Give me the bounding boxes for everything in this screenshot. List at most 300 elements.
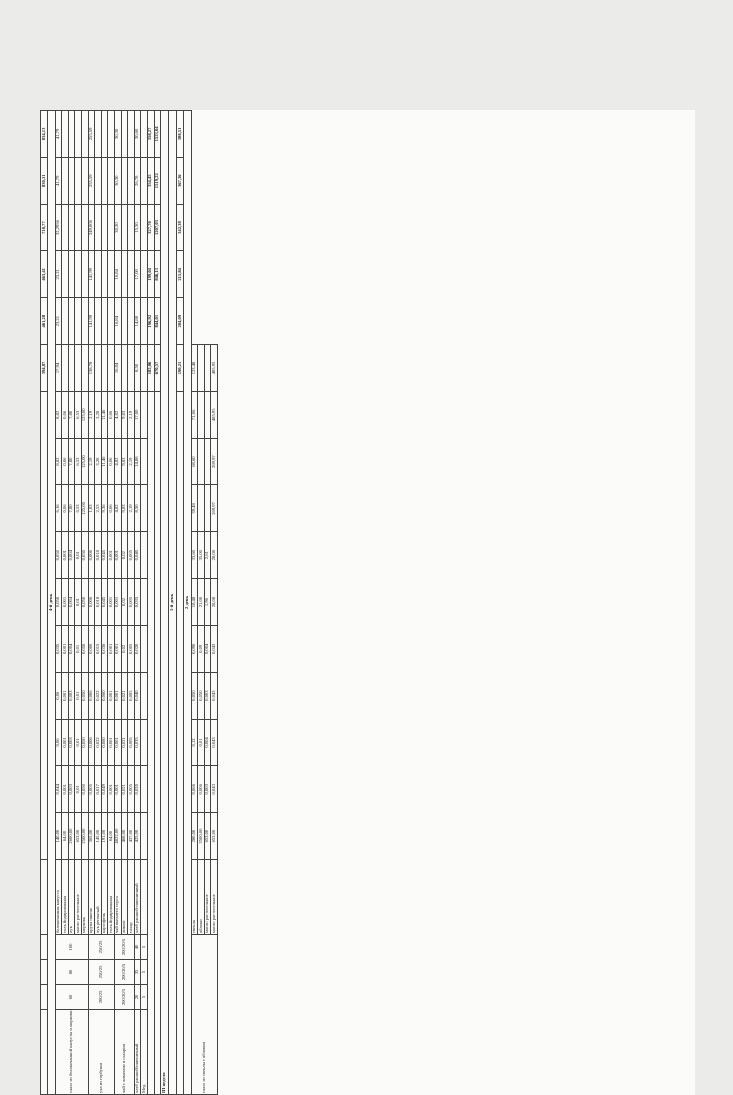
- value-cell: 0,003: [204, 672, 211, 719]
- value-cell: 8,50: [134, 485, 141, 532]
- value-cell: 9,83: [121, 438, 128, 485]
- value-cell: 0,021: [121, 672, 128, 719]
- value-cell: 0,12: [191, 719, 198, 766]
- menu-cost-table: [40, 110, 218, 1095]
- value-cell: [108, 298, 115, 345]
- value-cell: [204, 345, 211, 392]
- value-cell: 30,30: [114, 157, 121, 204]
- value-cell: [141, 485, 148, 532]
- value-cell: [108, 157, 115, 204]
- value-cell: 0,006: [88, 579, 95, 626]
- dish-name: уха из горбуши: [88, 1010, 114, 1095]
- value-cell: 64,00: [62, 813, 69, 860]
- value-cell: [95, 345, 102, 392]
- value-cell: [75, 157, 82, 204]
- value-cell: [62, 251, 69, 298]
- value-cell: 0,001: [114, 625, 121, 672]
- value-cell: 7,80: [68, 485, 75, 532]
- value-cell: 23,21: [55, 251, 62, 298]
- value-cell: [101, 345, 108, 392]
- value-cell: 191,00: [101, 813, 108, 860]
- portion-size: 250/25: [88, 960, 114, 985]
- value-cell: 0,050: [81, 532, 88, 579]
- value-cell: 269,97: [211, 485, 218, 532]
- value-cell: 0,043: [211, 766, 218, 813]
- value-cell: [141, 111, 148, 158]
- value-cell: [121, 251, 128, 298]
- value-cell: 0,005: [128, 719, 135, 766]
- value-cell: 0,043: [211, 719, 218, 766]
- value-cell: 0,06: [62, 485, 69, 532]
- portion-size: 200/25: [88, 985, 114, 1010]
- value-cell: 141,99: [88, 251, 95, 298]
- day-header-row: [183, 111, 191, 1095]
- value-cell: 64,00: [108, 813, 115, 860]
- value-cell: 0,005: [128, 579, 135, 626]
- ingredient-name: соль йодированная: [108, 860, 115, 935]
- value-cell: [141, 157, 148, 204]
- value-cell: 249,806: [88, 204, 95, 251]
- total-value: 354,45: [147, 157, 154, 204]
- value-cell: [141, 719, 148, 766]
- value-cell: [68, 345, 75, 392]
- value-cell: 2,61: [204, 532, 211, 579]
- value-cell: 0,01: [198, 719, 205, 766]
- value-cell: 0,001: [114, 532, 121, 579]
- value-cell: 0,01: [75, 672, 82, 719]
- value-cell: 0,001: [108, 579, 115, 626]
- value-cell: 0,01: [75, 625, 82, 672]
- value-cell: 0,001: [62, 532, 69, 579]
- total-value: 367,36: [177, 157, 184, 204]
- portion-size: 200/20/5: [114, 935, 134, 960]
- value-cell: 8,82: [55, 438, 62, 485]
- value-cell: 23,21: [55, 298, 62, 345]
- value-cell: 4,82: [114, 391, 121, 438]
- value-cell: 0,005: [128, 766, 135, 813]
- value-cell: 0,02: [121, 579, 128, 626]
- value-cell: [198, 438, 205, 485]
- value-cell: 14,88: [134, 438, 141, 485]
- value-cell: 0,004: [204, 719, 211, 766]
- day-label: 4-й день: [47, 111, 55, 1095]
- value-cell: 30,30: [114, 111, 121, 158]
- value-cell: 0,045: [101, 579, 108, 626]
- value-cell: 4,82: [114, 438, 121, 485]
- value-cell: [128, 251, 135, 298]
- value-cell: 2,19: [128, 391, 135, 438]
- value-cell: 17,00: [134, 391, 141, 438]
- value-cell: 0,035: [55, 625, 62, 672]
- value-cell: [108, 111, 115, 158]
- top-total-value: 394,87: [41, 345, 48, 392]
- total-value: 844,01: [154, 298, 161, 345]
- value-cell: 0,050: [55, 579, 62, 626]
- value-cell: 0,050: [191, 672, 198, 719]
- value-cell: [204, 438, 211, 485]
- portion-size: 40: [134, 935, 141, 960]
- ingredient-name: лук репчатый: [95, 860, 102, 935]
- value-cell: 0,02: [121, 625, 128, 672]
- value-cell: 425,00: [134, 813, 141, 860]
- value-cell: 9,83: [121, 485, 128, 532]
- value-cell: 0,050: [55, 532, 62, 579]
- value-cell: 125,00: [81, 485, 88, 532]
- value-cell: 3500,00: [198, 813, 205, 860]
- value-cell: 2,19: [128, 485, 135, 532]
- value-cell: 6,53: [75, 485, 82, 532]
- value-cell: [62, 111, 69, 158]
- value-cell: 255,59: [88, 111, 95, 158]
- value-cell: 0,040: [134, 532, 141, 579]
- value-cell: 0,015: [95, 625, 102, 672]
- value-cell: 125,00: [81, 391, 88, 438]
- value-cell: [101, 157, 108, 204]
- value-cell: 11,46: [101, 438, 108, 485]
- value-cell: 0,004: [68, 532, 75, 579]
- value-cell: 4822,00: [114, 813, 121, 860]
- value-cell: 0,001: [108, 625, 115, 672]
- top-totals-row: [41, 111, 48, 1095]
- value-cell: 30,60: [134, 111, 141, 158]
- total-value: 1519,22: [154, 157, 161, 204]
- value-cell: 0,001: [114, 579, 121, 626]
- value-cell: 0,001: [62, 719, 69, 766]
- value-cell: 437,00: [128, 813, 135, 860]
- value-cell: [101, 251, 108, 298]
- week-label: III неделя: [161, 111, 169, 1095]
- value-cell: [141, 345, 148, 392]
- value-cell: [101, 204, 108, 251]
- dish-name: салат из свеклы с яблоком: [191, 935, 217, 1095]
- value-cell: 0,01: [75, 719, 82, 766]
- ingredient-row: [55, 111, 62, 1095]
- value-cell: 3,28: [95, 391, 102, 438]
- top-total-value: 710,77: [41, 204, 48, 251]
- value-cell: 0,006: [88, 625, 95, 672]
- value-cell: [141, 625, 148, 672]
- ingredient-row: [141, 111, 148, 1095]
- value-cell: 0,006: [88, 672, 95, 719]
- value-cell: 0,040: [134, 672, 141, 719]
- value-cell: [75, 345, 82, 392]
- value-cell: 16,84: [114, 345, 121, 392]
- value-cell: 6,16: [55, 485, 62, 532]
- ingredient-name: хлеб ржаной-пшеничный: [134, 860, 141, 935]
- value-cell: [95, 157, 102, 204]
- value-cell: 0,003: [68, 766, 75, 813]
- value-cell: 485,95: [211, 345, 218, 392]
- value-cell: 0,060: [101, 672, 108, 719]
- value-cell: 0,006: [88, 719, 95, 766]
- portion-size: 5: [141, 935, 148, 960]
- value-cell: 0,043: [211, 625, 218, 672]
- value-cell: 145,00: [95, 813, 102, 860]
- value-cell: 0,003: [68, 719, 75, 766]
- day-label: 1-й день: [169, 111, 177, 1095]
- value-cell: 2500,00: [81, 813, 88, 860]
- totals-row: [154, 111, 161, 1095]
- value-cell: 16,84: [114, 298, 121, 345]
- day-header-row: [47, 111, 55, 1095]
- value-cell: [121, 157, 128, 204]
- week-header-row: [161, 111, 169, 1095]
- portion-size: 200/20/5: [114, 960, 134, 985]
- ingredient-name: соль йодированная: [62, 860, 69, 935]
- menu-table-body: [41, 111, 218, 1095]
- value-cell: 280,00: [191, 813, 198, 860]
- value-cell: 3,28: [95, 438, 102, 485]
- value-cell: 0,001: [108, 672, 115, 719]
- value-cell: 255,59: [88, 157, 95, 204]
- value-cell: [68, 251, 75, 298]
- value-cell: 41,79: [55, 111, 62, 158]
- total-value: 1207,03: [154, 204, 161, 251]
- value-cell: 0,003: [204, 766, 211, 813]
- ingredient-name: морковь: [81, 860, 88, 935]
- empty-cell: [41, 1010, 48, 1095]
- empty-cell: [41, 860, 48, 935]
- value-cell: 0,003: [68, 672, 75, 719]
- value-cell: 0,035: [134, 579, 141, 626]
- ingredient-name: яблоки: [198, 860, 205, 935]
- value-cell: 68,60: [191, 438, 198, 485]
- value-cell: 0,005: [128, 625, 135, 672]
- value-cell: 0,018: [95, 579, 102, 626]
- value-cell: [198, 391, 205, 438]
- value-cell: 138,78: [88, 345, 95, 392]
- value-cell: 0,060: [101, 719, 108, 766]
- value-cell: 0,06: [55, 672, 62, 719]
- value-cell: [95, 204, 102, 251]
- portion-size: 35: [134, 960, 141, 985]
- value-cell: 0,001: [62, 672, 69, 719]
- value-cell: 0,001: [108, 719, 115, 766]
- total-value: 1523,04: [154, 111, 161, 158]
- value-cell: [81, 204, 88, 251]
- value-cell: 0,050: [81, 719, 88, 766]
- ingredient-name: масло растительное: [211, 860, 218, 935]
- total-value: 204,09: [177, 298, 184, 345]
- totals-row: [177, 111, 184, 1095]
- value-cell: 0,004: [68, 579, 75, 626]
- value-cell: 18,48: [191, 579, 198, 626]
- portion-size: 5: [141, 960, 148, 985]
- value-cell: [68, 157, 75, 204]
- total-value: 388,51: [177, 111, 184, 158]
- ingredient-name: белокочанная капуста: [55, 860, 62, 935]
- value-cell: 140,00: [55, 813, 62, 860]
- value-cell: 0,005: [128, 532, 135, 579]
- value-cell: 28,08: [211, 579, 218, 626]
- value-cell: 11,46: [101, 391, 108, 438]
- value-cell: 2,19: [88, 438, 95, 485]
- total-value: 358,27: [147, 111, 154, 158]
- value-cell: [101, 298, 108, 345]
- value-cell: 141,99: [88, 298, 95, 345]
- value-cell: [95, 111, 102, 158]
- value-cell: 0,005: [128, 672, 135, 719]
- value-cell: 15,30: [134, 204, 141, 251]
- value-cell: [121, 298, 128, 345]
- value-cell: 39,48: [191, 485, 198, 532]
- rotated-menu-table-sheet: [40, 110, 695, 1095]
- value-cell: 9,83: [121, 391, 128, 438]
- value-cell: 8,82: [55, 391, 62, 438]
- value-cell: [62, 204, 69, 251]
- top-total-value: 461,28: [41, 298, 48, 345]
- value-cell: 0,06: [108, 485, 115, 532]
- value-cell: 32,2956: [55, 204, 62, 251]
- value-cell: 6,53: [75, 391, 82, 438]
- empty-cell: [41, 960, 48, 985]
- value-cell: 0,050: [81, 579, 88, 626]
- total-value: 670,57: [154, 345, 161, 392]
- value-cell: 0,050: [198, 672, 205, 719]
- totals-row: [147, 111, 154, 1095]
- portion-size: 200/20/5: [114, 985, 134, 1010]
- value-cell: [121, 345, 128, 392]
- total-value: 846,13: [154, 251, 161, 298]
- ingredient-name: [141, 860, 148, 935]
- total-value: 327,70: [147, 204, 154, 251]
- value-cell: 14,88: [134, 298, 141, 345]
- value-cell: 33,60: [191, 532, 198, 579]
- value-cell: [81, 251, 88, 298]
- value-cell: [128, 157, 135, 204]
- value-cell: 0,018: [95, 532, 102, 579]
- value-cell: 653,00: [211, 813, 218, 860]
- value-cell: [95, 298, 102, 345]
- value-cell: 26,78: [134, 157, 141, 204]
- value-cell: 468,00: [121, 813, 128, 860]
- value-cell: 0,09: [198, 625, 205, 672]
- value-cell: [128, 111, 135, 158]
- value-cell: 0,004: [204, 625, 211, 672]
- value-cell: 123,48: [191, 345, 198, 392]
- ingredient-name: чай высшего сорта: [114, 860, 121, 935]
- value-cell: 17,00: [134, 251, 141, 298]
- value-cell: 0,001: [62, 579, 69, 626]
- totals-label: [154, 391, 161, 1094]
- top-total-value: 463,41: [41, 251, 48, 298]
- value-cell: [75, 111, 82, 158]
- value-cell: 0,050: [81, 766, 88, 813]
- value-cell: 653,00: [204, 813, 211, 860]
- value-cell: 0,005: [88, 766, 95, 813]
- value-cell: 2,19: [128, 438, 135, 485]
- value-cell: 0,001: [62, 625, 69, 672]
- value-cell: [68, 111, 75, 158]
- empty-cell: [41, 391, 48, 859]
- value-cell: 71,06: [191, 391, 198, 438]
- portion-size: 100: [55, 935, 88, 960]
- value-cell: 41,79: [55, 157, 62, 204]
- value-cell: 0,043: [211, 672, 218, 719]
- value-cell: 28,08: [211, 532, 218, 579]
- ingredient-name: свекла: [191, 860, 198, 935]
- total-value: 215,84: [177, 251, 184, 298]
- value-cell: [62, 345, 69, 392]
- value-cell: [108, 204, 115, 251]
- value-cell: 21,00: [198, 579, 205, 626]
- value-cell: 0,021: [121, 766, 128, 813]
- value-cell: [141, 438, 148, 485]
- value-cell: [68, 298, 75, 345]
- value-cell: 125,00: [81, 438, 88, 485]
- value-cell: [81, 157, 88, 204]
- total-value: 196,92: [147, 298, 154, 345]
- top-total-value: 834,13: [41, 111, 48, 158]
- portion-size: 60: [55, 985, 88, 1010]
- value-cell: [68, 204, 75, 251]
- value-cell: 0,021: [121, 719, 128, 766]
- value-cell: [108, 251, 115, 298]
- dish-name: салат из белокочанной капусты и моркови: [55, 1010, 88, 1095]
- value-cell: 1,96: [204, 579, 211, 626]
- ingredient-name: крупа пшено: [88, 860, 95, 935]
- ingredient-name: лимон: [121, 860, 128, 935]
- day-header-row: [169, 111, 177, 1095]
- value-cell: 6,53: [75, 438, 82, 485]
- value-cell: [75, 298, 82, 345]
- ingredient-row: [88, 111, 95, 1095]
- value-cell: [75, 204, 82, 251]
- ingredient-row: [134, 111, 141, 1095]
- value-cell: 0,044: [55, 766, 62, 813]
- value-cell: [141, 251, 148, 298]
- value-cell: 0,06: [62, 438, 69, 485]
- value-cell: 0,06: [55, 719, 62, 766]
- value-cell: 0,02: [121, 532, 128, 579]
- total-value: 342,38: [177, 204, 184, 251]
- value-cell: 2,19: [88, 391, 95, 438]
- value-cell: [81, 111, 88, 158]
- value-cell: 0,020: [134, 766, 141, 813]
- ingredient-name: картофель: [101, 860, 108, 935]
- portion-size: 250/25: [88, 935, 114, 960]
- value-cell: 0,004: [68, 625, 75, 672]
- value-cell: 0,050: [81, 672, 88, 719]
- value-cell: 0,001: [108, 532, 115, 579]
- value-cell: 0,020: [134, 625, 141, 672]
- value-cell: 0,050: [81, 625, 88, 672]
- portion-size: 20: [134, 985, 141, 1010]
- dish-name: хлеб ржаной/пшеничный: [134, 1010, 141, 1095]
- total-value: 190,21: [177, 345, 184, 392]
- value-cell: [141, 579, 148, 626]
- totals-label: [147, 391, 154, 1094]
- value-cell: 0,035: [134, 719, 141, 766]
- value-cell: 7,80: [68, 391, 75, 438]
- dish-name: Мед: [141, 1010, 148, 1095]
- value-cell: 0,006: [198, 766, 205, 813]
- value-cell: 0,001: [62, 766, 69, 813]
- value-cell: [81, 298, 88, 345]
- value-cell: [81, 345, 88, 392]
- ingredient-row: [191, 111, 198, 1095]
- value-cell: 365,00: [88, 813, 95, 860]
- value-cell: [95, 251, 102, 298]
- value-cell: 9,36: [101, 485, 108, 532]
- value-cell: [121, 111, 128, 158]
- portion-size: 80: [55, 960, 88, 985]
- value-cell: 0,001: [114, 672, 121, 719]
- empty-cell: [41, 935, 48, 960]
- value-cell: 0,045: [101, 532, 108, 579]
- value-cell: [75, 251, 82, 298]
- value-cell: 0,049: [101, 766, 108, 813]
